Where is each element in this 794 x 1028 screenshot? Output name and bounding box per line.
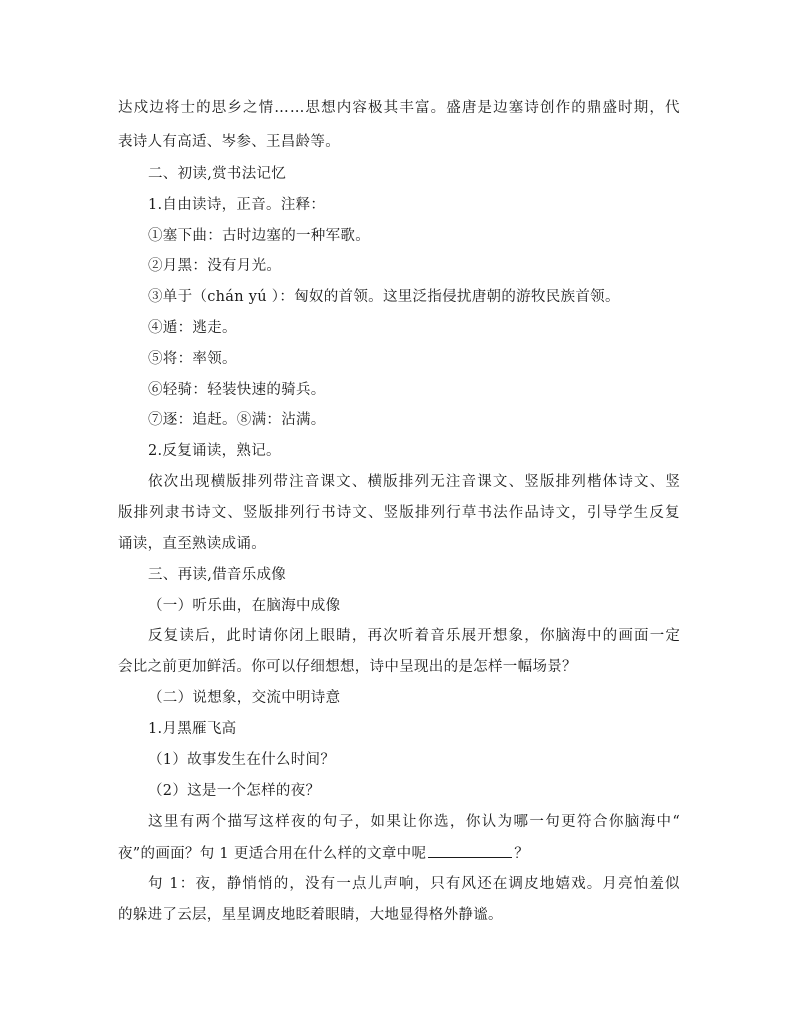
paragraph-line <box>118 843 529 864</box>
note-item: ⑥轻骑：轻装快速的骑兵。 <box>148 382 326 398</box>
note-item: ③单于（chán yú ）：匈奴的首领。这里泛指侵扰唐朝的游牧民族首领。 <box>148 289 620 305</box>
note-item: ⑤将：率领。 <box>148 351 237 367</box>
question-item: （2）这是一个怎样的夜？ <box>148 783 321 799</box>
text: 依次出现横版排列带注音课文、横版排列无注音课文、竖版排列楷体诗文、竖 <box>148 474 682 490</box>
question-item: （1）故事发生在什么时间？ <box>148 752 336 768</box>
text: 达戍边将士的思乡之情……思想内容极其丰富。盛唐是边塞诗创作的鼎盛时期，代 <box>118 100 681 116</box>
text: 句 1：夜，静悄悄的，没有一点儿声响，只有风还在调皮地嬉戏。月亮怕羞似 <box>148 876 681 892</box>
paragraph-line: 诵读，直至熟读成诵。 <box>118 536 266 552</box>
paragraph-line <box>148 472 680 492</box>
note-item: ①塞下曲：古时边塞的一种军歌。 <box>148 228 370 244</box>
subsection-heading: 1.自由读诗，正音。注释： <box>148 197 326 213</box>
paragraph-line <box>118 98 680 118</box>
text: 反复读后，此时请你闭上眼睛，再次听着音乐展开想象，你脑海中的画面一定 <box>148 628 682 644</box>
note-item: ②月黑：没有月光。 <box>148 258 282 274</box>
note-item: ⑦逐：追赶。⑧满：沾满。 <box>148 412 326 428</box>
paragraph-line: 的躲进了云层，星星调皮地眨着眼睛，大地显得格外静谧。 <box>118 907 503 923</box>
text: 夜”的画面？句 1 更适合用在什么样的文章中呢 <box>118 846 427 862</box>
fill-in-blank <box>428 843 512 858</box>
paragraph-line <box>148 626 680 646</box>
paragraph-line: 表诗人有高适、岑参、王昌龄等。 <box>118 134 340 150</box>
subsection-heading: （一）听乐曲，在脑海中成像 <box>148 598 341 614</box>
paragraph-line <box>148 874 680 894</box>
subsection-heading: 2.反复诵读，熟记。 <box>148 443 281 459</box>
text: 这里有两个描写这样夜的句子，如果让你选，你认为哪一句更符合你脑海中“ <box>148 814 682 830</box>
text: ？ <box>514 846 530 862</box>
paragraph-line: 会比之前更加鲜活。你可以仔细想想，诗中呈现出的是怎样一幅场景？ <box>118 659 577 675</box>
section-heading: 三、再读,借音乐成像 <box>148 567 287 583</box>
subsection-heading: （二）说想象，交流中明诗意 <box>148 690 341 706</box>
section-heading: 二、初读,赏书法记忆 <box>148 166 287 182</box>
subsection-heading: 1.月黑雁飞高 <box>148 721 237 737</box>
paragraph-line <box>118 503 680 523</box>
text: 版排列隶书诗文、竖版排列行书诗文、竖版排列行草书法作品诗文，引导学生反复 <box>118 505 681 521</box>
paragraph-line <box>148 812 680 832</box>
note-item: ④遁：逃走。 <box>148 320 237 336</box>
